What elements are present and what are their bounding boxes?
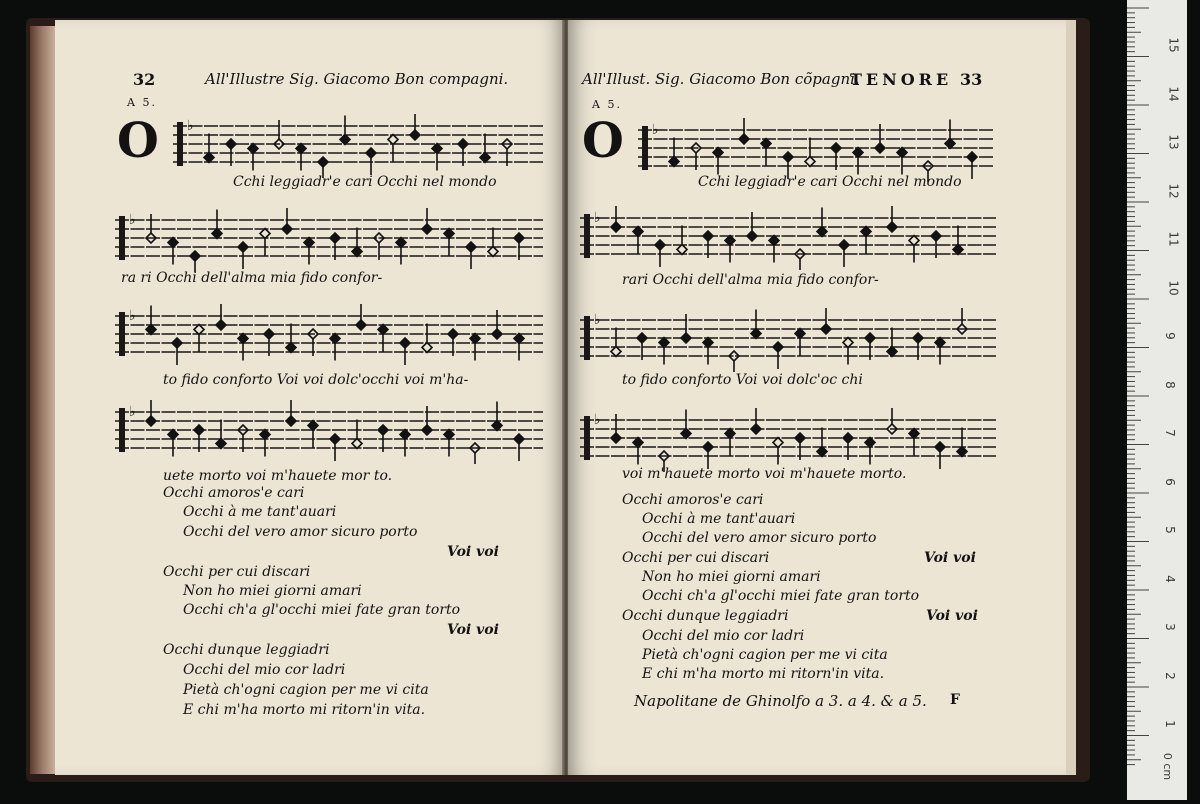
note (190, 251, 200, 272)
svg-text:♭: ♭ (594, 412, 601, 428)
note (296, 144, 306, 171)
note (282, 208, 292, 234)
refrain: Voi voi (447, 622, 499, 638)
clef-mark (177, 122, 183, 166)
clef-mark (584, 416, 590, 460)
music-staff (580, 406, 996, 474)
note (286, 324, 296, 353)
lyric-line: uete morto voi m'hauete mor to. (163, 468, 393, 484)
note (352, 228, 362, 257)
verse-line: Occhi ch'a gl'occhi miei fate gran torto (642, 588, 920, 604)
lyric-line: Cchi leggiadr'e cari Occhi nel mondo (698, 174, 962, 190)
note (388, 135, 398, 162)
verse-line: Occhi dunque leggiadri (163, 642, 330, 658)
note (935, 338, 945, 365)
note (422, 208, 432, 234)
note (168, 238, 178, 265)
clef-mark (584, 214, 590, 258)
svg-text:♭: ♭ (129, 212, 136, 228)
note (470, 334, 480, 361)
note (897, 148, 907, 175)
note (308, 421, 318, 448)
note (330, 334, 340, 361)
note (444, 229, 454, 256)
note (887, 408, 897, 434)
clef-mark (119, 216, 125, 260)
note (865, 438, 875, 465)
verse-line: Occhi del mio cor ladri (642, 628, 805, 644)
note (703, 338, 713, 365)
ruler-number: 11 (1166, 231, 1181, 247)
measuring-ruler (1127, 0, 1187, 800)
ruler-number: 4 (1162, 574, 1177, 583)
music-staff (115, 398, 543, 466)
note (194, 325, 204, 352)
note (843, 338, 853, 365)
note (945, 120, 955, 149)
right-page (568, 20, 1076, 775)
ruler-number: 1 (1162, 720, 1177, 728)
verse-line: E chi m'ha morto mi ritorn'in vita. (642, 666, 885, 682)
ruler-number: 15 (1166, 37, 1181, 53)
note (216, 304, 226, 330)
note (817, 428, 827, 457)
svg-text:♭: ♭ (652, 122, 659, 138)
verse-line: Occhi ch'a gl'occhi miei fate gran torto (183, 602, 461, 618)
verse-line: Occhi per cui discari (622, 550, 770, 566)
note (773, 438, 783, 465)
lyric-line: to fido conforto Voi voi dolc'oc chi (622, 372, 863, 388)
ruler-number: 5 (1162, 526, 1177, 534)
note (216, 420, 226, 449)
note (514, 334, 524, 361)
lyric-line: voi m'hauete morto voi m'hauete morto. (622, 466, 907, 482)
lyric-line: to fido conforto Voi voi dolc'occhi voi m'ha- (163, 372, 469, 388)
clef-mark (119, 408, 125, 452)
note (953, 226, 963, 255)
verse-line: Occhi amoros'e cari (163, 485, 305, 501)
clef-mark (642, 126, 648, 170)
note (887, 206, 897, 232)
running-head: All'Illustre Sig. Giacomo Bon compagni. (205, 70, 509, 88)
ruler-number: 14 (1166, 85, 1181, 102)
ruler-number: 2 (1162, 671, 1177, 680)
svg-text:♭: ♭ (594, 210, 601, 226)
music-staff (580, 204, 996, 272)
svg-text:♭: ♭ (129, 308, 136, 324)
note (352, 420, 362, 449)
note (422, 324, 432, 353)
note (212, 210, 222, 239)
note (248, 144, 258, 171)
note (751, 310, 761, 339)
note (633, 438, 643, 465)
note (909, 236, 919, 263)
lyric-line: rari Occhi dell'alma mia fido confor- (622, 272, 879, 288)
note (146, 306, 156, 335)
verse-line: Pietà ch'ogni cagion per me vi cita (642, 647, 888, 663)
note (713, 148, 723, 175)
note (340, 116, 350, 145)
page-number: 33 (960, 70, 983, 89)
verse-line: Occhi amoros'e cari (622, 492, 764, 508)
note (957, 308, 967, 334)
note (725, 429, 735, 456)
note (761, 139, 771, 166)
note (480, 134, 490, 163)
svg-text:♭: ♭ (594, 312, 601, 328)
ruler-number: 3 (1162, 623, 1177, 631)
music-staff (115, 302, 543, 370)
note (751, 408, 761, 434)
svg-text:♭: ♭ (129, 404, 136, 420)
note (432, 144, 442, 171)
note (677, 226, 687, 255)
verse-line: Occhi dunque leggiadri (622, 608, 789, 624)
decorated-initial: O (117, 113, 159, 169)
note (681, 410, 691, 439)
note (887, 328, 897, 357)
ruler-unit: 0 cm (1161, 752, 1175, 781)
music-staff (580, 306, 996, 374)
note (633, 227, 643, 254)
part-mark: A 5. (127, 96, 157, 109)
note (168, 430, 178, 457)
note (669, 138, 679, 167)
note (795, 249, 805, 270)
verse-line: Non ho miei giorni amari (642, 569, 821, 585)
note (725, 236, 735, 263)
note (795, 329, 805, 356)
verse-line: Pietà ch'ogni cagion per me vi cita (183, 682, 429, 698)
verse-line: Occhi à me tant'auari (183, 504, 337, 520)
note (146, 400, 156, 426)
note (729, 351, 739, 372)
lyric-line: ra ri Occhi dell'alma mia fido confor- (121, 270, 383, 286)
clef-mark (119, 312, 125, 356)
ruler-number: 7 (1162, 429, 1177, 437)
refrain: Voi voi (926, 608, 978, 624)
svg-text:♭: ♭ (187, 118, 194, 134)
left-page (55, 20, 565, 775)
note (769, 236, 779, 263)
note (410, 114, 420, 140)
lyric-line: Cchi leggiadr'e cari Occhi nel mondo (233, 174, 497, 190)
verse-line: Occhi per cui discari (163, 564, 311, 580)
running-head: All'Illust. Sig. Giacomo Bon cõpagni. (582, 70, 860, 88)
ruler-number: 12 (1166, 182, 1181, 199)
note (444, 430, 454, 457)
note (400, 430, 410, 457)
note (739, 118, 749, 144)
note (204, 134, 214, 163)
verse-line: Occhi del vero amor sicuro porto (642, 530, 877, 546)
footer-imprint: Napolitane de Ghinolfo a 3. a 4. & a 5. (634, 692, 927, 710)
page-edge-right (1066, 20, 1076, 775)
note (611, 206, 621, 232)
signature-mark: F (950, 692, 960, 708)
note (286, 400, 296, 426)
note (659, 338, 669, 365)
note (378, 325, 388, 352)
ruler-number: 8 (1162, 380, 1177, 389)
note (356, 304, 366, 330)
note (861, 227, 871, 254)
refrain: Voi voi (924, 550, 976, 566)
refrain: Voi voi (447, 544, 499, 560)
note (304, 238, 314, 265)
voice-part-label: TENORE (850, 70, 953, 89)
note (396, 238, 406, 265)
note (909, 429, 919, 456)
note (805, 138, 815, 167)
note (238, 334, 248, 361)
ruler-number: 13 (1166, 134, 1181, 150)
part-mark: A 5. (592, 98, 622, 111)
verse-line: E chi m'ha morto mi ritorn'in vita. (183, 702, 426, 718)
verse-line: Non ho miei giorni amari (183, 583, 362, 599)
music-staff (173, 112, 543, 180)
note (957, 428, 967, 457)
note (260, 430, 270, 457)
verse-line: Occhi à me tant'auari (642, 511, 796, 527)
ruler-number: 10 (1166, 279, 1181, 296)
clef-mark (584, 316, 590, 360)
ruler-number: 6 (1162, 477, 1177, 486)
note (492, 402, 502, 431)
ruler-ticks (1127, 0, 1187, 800)
ruler-number: 9 (1162, 332, 1177, 340)
page-number: 32 (133, 70, 156, 89)
note (817, 208, 827, 237)
decorated-initial: O (582, 113, 624, 169)
verse-line: Occhi del vero amor sicuro porto (183, 524, 418, 540)
verse-line: Occhi del mio cor ladri (183, 662, 346, 678)
note (260, 229, 270, 256)
note (470, 443, 480, 464)
note (821, 308, 831, 334)
note (611, 328, 621, 357)
note (853, 148, 863, 175)
note (488, 228, 498, 257)
music-staff (115, 206, 543, 274)
